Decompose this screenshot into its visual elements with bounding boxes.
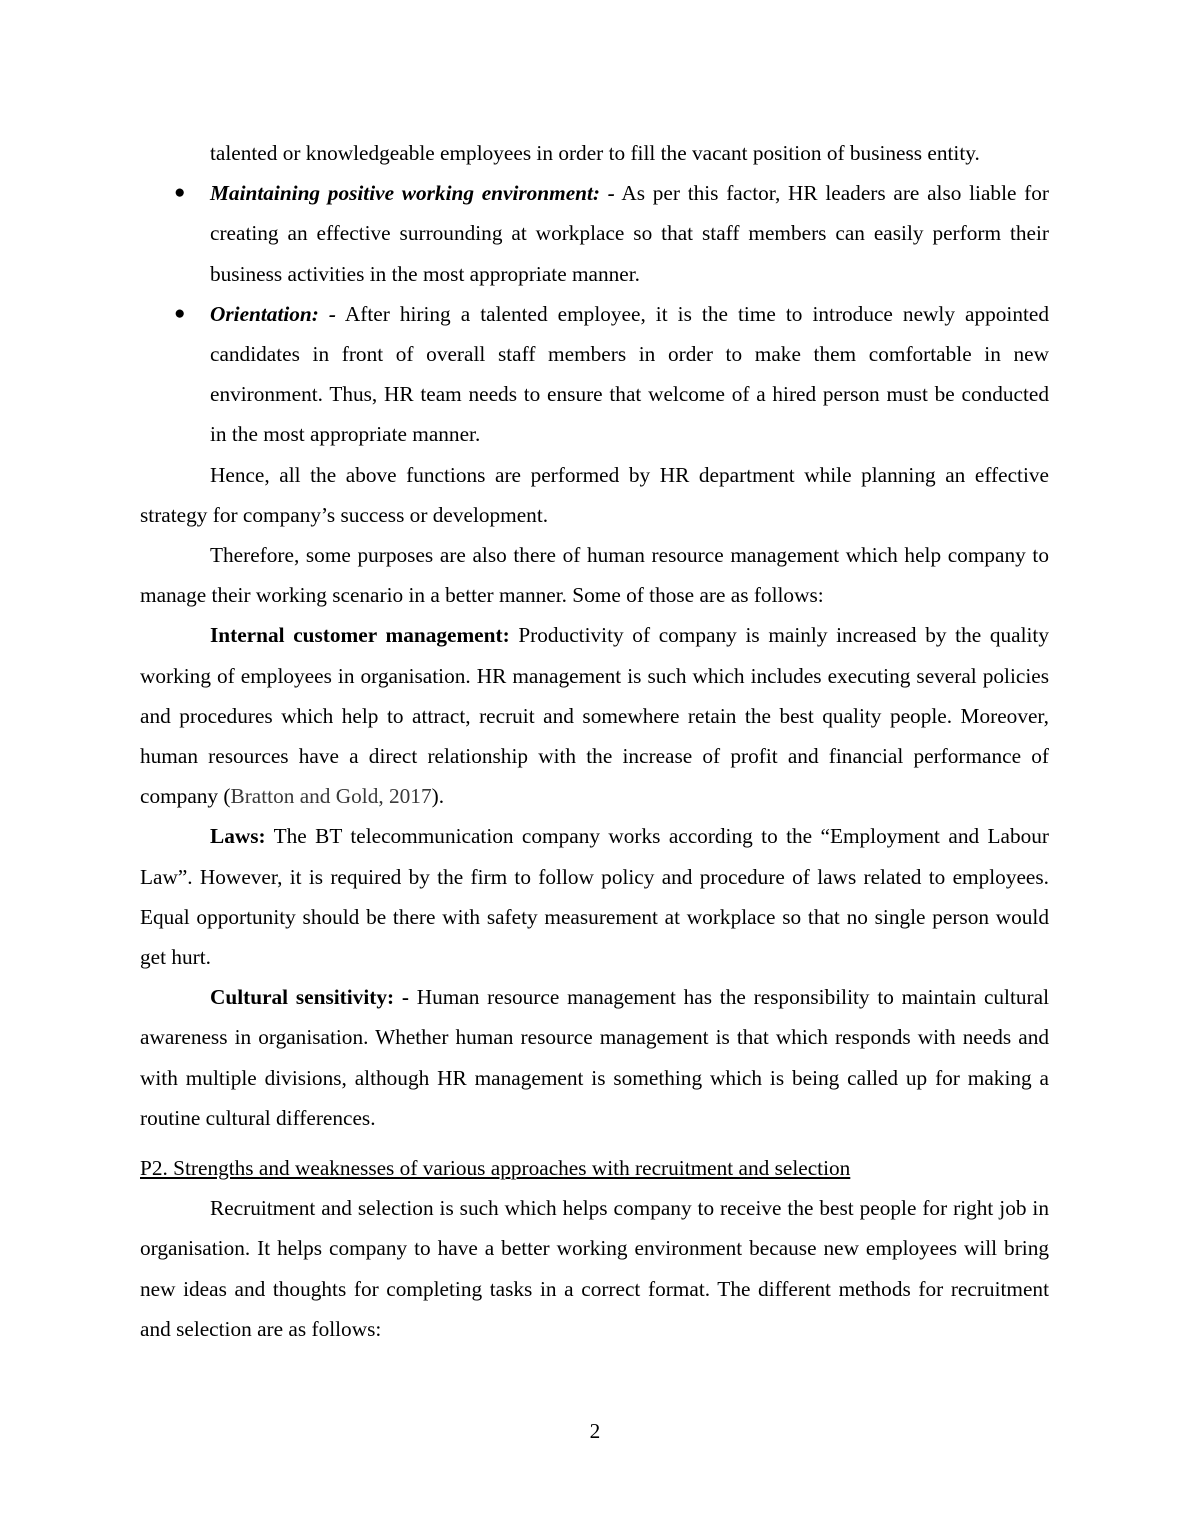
bullet-item-orientation bbox=[140, 294, 1049, 455]
bullet-title: Orientation: - bbox=[210, 301, 336, 326]
bullet-title: Maintaining positive working environment: - bbox=[210, 181, 615, 206]
paragraph-body: The BT telecommunication company works according to the “Employment and Labour Law”. However, it is required by the firm to follow policy and procedure of laws related to employees. Equal opportunity should be there with safety measurement at workplace so that no single person would get hurt. bbox=[140, 824, 1049, 970]
bullet-item-working-environment bbox=[140, 173, 1049, 294]
paragraph-therefore: Therefore, some purposes are also there of human resource management which help company to manage their working scenario in a better manner. Some of those are as follows: bbox=[140, 543, 1049, 608]
paragraph-title: Cultural sensitivity: - bbox=[210, 985, 409, 1010]
bullet-icon: ● bbox=[174, 182, 186, 204]
paragraph-recruitment: Recruitment and selection is such which helps company to receive the best people for right job in organisation. It helps company to have a better working environment because new employees will bring new ideas and thoughts for completing tasks in a correct format. The different methods for recruitment and selection are as follows: bbox=[140, 1196, 1049, 1341]
document-body bbox=[140, 133, 1049, 1349]
paragraph-cultural bbox=[140, 977, 1049, 1138]
bullet-body: After hiring a talented employee, it is the time to introduce newly appointed candidates in front of overall staff members in order to make them comfortable in new environment. Thus, HR team needs to ensure that welcome of a hired person must be conducted in the most appropriate manner. bbox=[210, 301, 1049, 447]
paragraph-internal-customer bbox=[140, 615, 1049, 816]
bullet-text bbox=[210, 173, 1049, 294]
bullet-body: As per this factor, HR leaders are also liable for creating an effective surrounding at workplace so that staff members can easily perform their business activities in the most appropriate manner. bbox=[210, 181, 1050, 286]
continuation-paragraph: talented or knowledgeable employees in order to fill the vacant position of business entity. bbox=[210, 141, 980, 165]
bullet-icon: ● bbox=[174, 302, 186, 324]
page-number: 2 bbox=[589, 1419, 601, 1443]
paragraph-title: Internal customer management: bbox=[210, 623, 510, 648]
bullet-text bbox=[210, 294, 1049, 455]
section-heading: P2. Strengths and weaknesses of various approaches with recruitment and selection bbox=[140, 1156, 851, 1181]
paragraph-body: Human resource management has the responsibility to maintain cultural awareness in organisation. Whether human resource management is that which responds with needs and with multiple divisions, although HR management is something which is being called up for making a routine cultural differences. bbox=[140, 985, 1049, 1130]
citation: Bratton and Gold, 2017 bbox=[230, 784, 432, 809]
paragraph-laws bbox=[140, 816, 1049, 977]
paragraph-body: Productivity of company is mainly increased by the quality working of employees in organisation. HR management is such which includes executing several policies and procedures which help to attract, recruit and somewhere retain the best quality people. Moreover, human resources have a direct relationship with the increase of profit and financial performance of company ( bbox=[140, 623, 1049, 809]
paragraph-hence: Hence, all the above functions are performed by HR department while planning an effective strategy for company’s success or development. bbox=[140, 462, 1049, 527]
paragraph-tail: ). bbox=[431, 784, 445, 809]
paragraph-title: Laws: bbox=[210, 824, 266, 849]
